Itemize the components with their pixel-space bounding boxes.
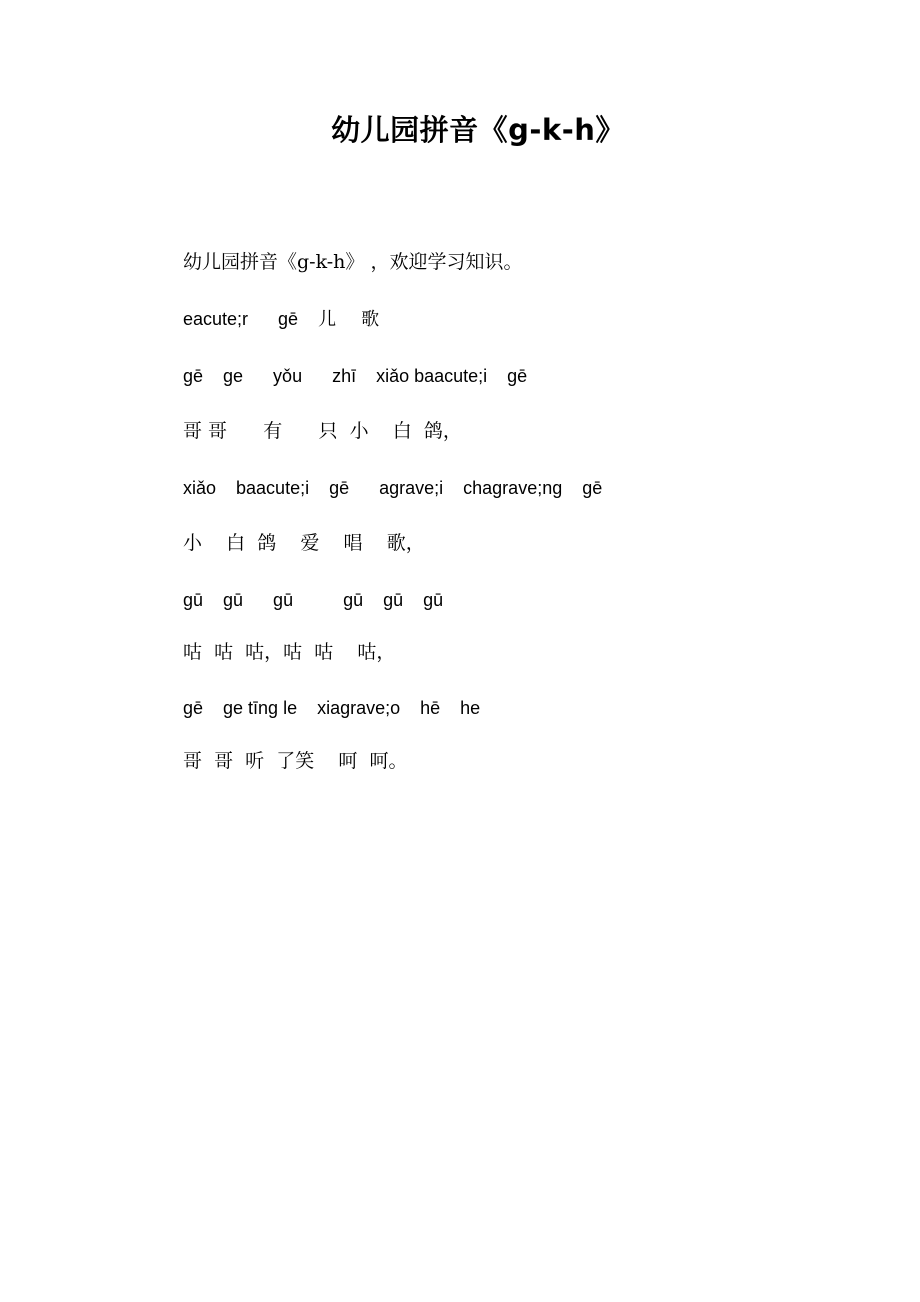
pinyin-line-2: gē ge yǒu zhī xiǎo baacute;i gē	[183, 366, 528, 386]
hanzi-line-3: 咕 咕 咕，咕 咕 咕，	[183, 641, 396, 663]
hanzi-line-4: 哥 哥 听 了笑 呵 呵。	[183, 750, 408, 772]
pinyin-line-4: gū gū gū gū gū gū	[183, 590, 444, 610]
intro-line: 幼儿园拼音《g-k-h》 ，欢迎学习知识。	[183, 251, 523, 273]
hanzi-line-2: 小 白 鸽 爱 唱 歌，	[183, 532, 425, 554]
pinyin-line-3: xiǎo baacute;i gē agrave;i chagrave;ng gē	[183, 478, 603, 498]
hanzi-line-1: 哥 哥 有 只 小 白 鸽，	[183, 420, 462, 442]
pinyin-line-1: eacute;r gē 儿 歌	[183, 309, 380, 329]
document-title: 幼儿园拼音《g-k-h》	[331, 113, 625, 147]
pinyin-line-5: gē ge tīng le xiagrave;o hē he	[183, 698, 481, 718]
